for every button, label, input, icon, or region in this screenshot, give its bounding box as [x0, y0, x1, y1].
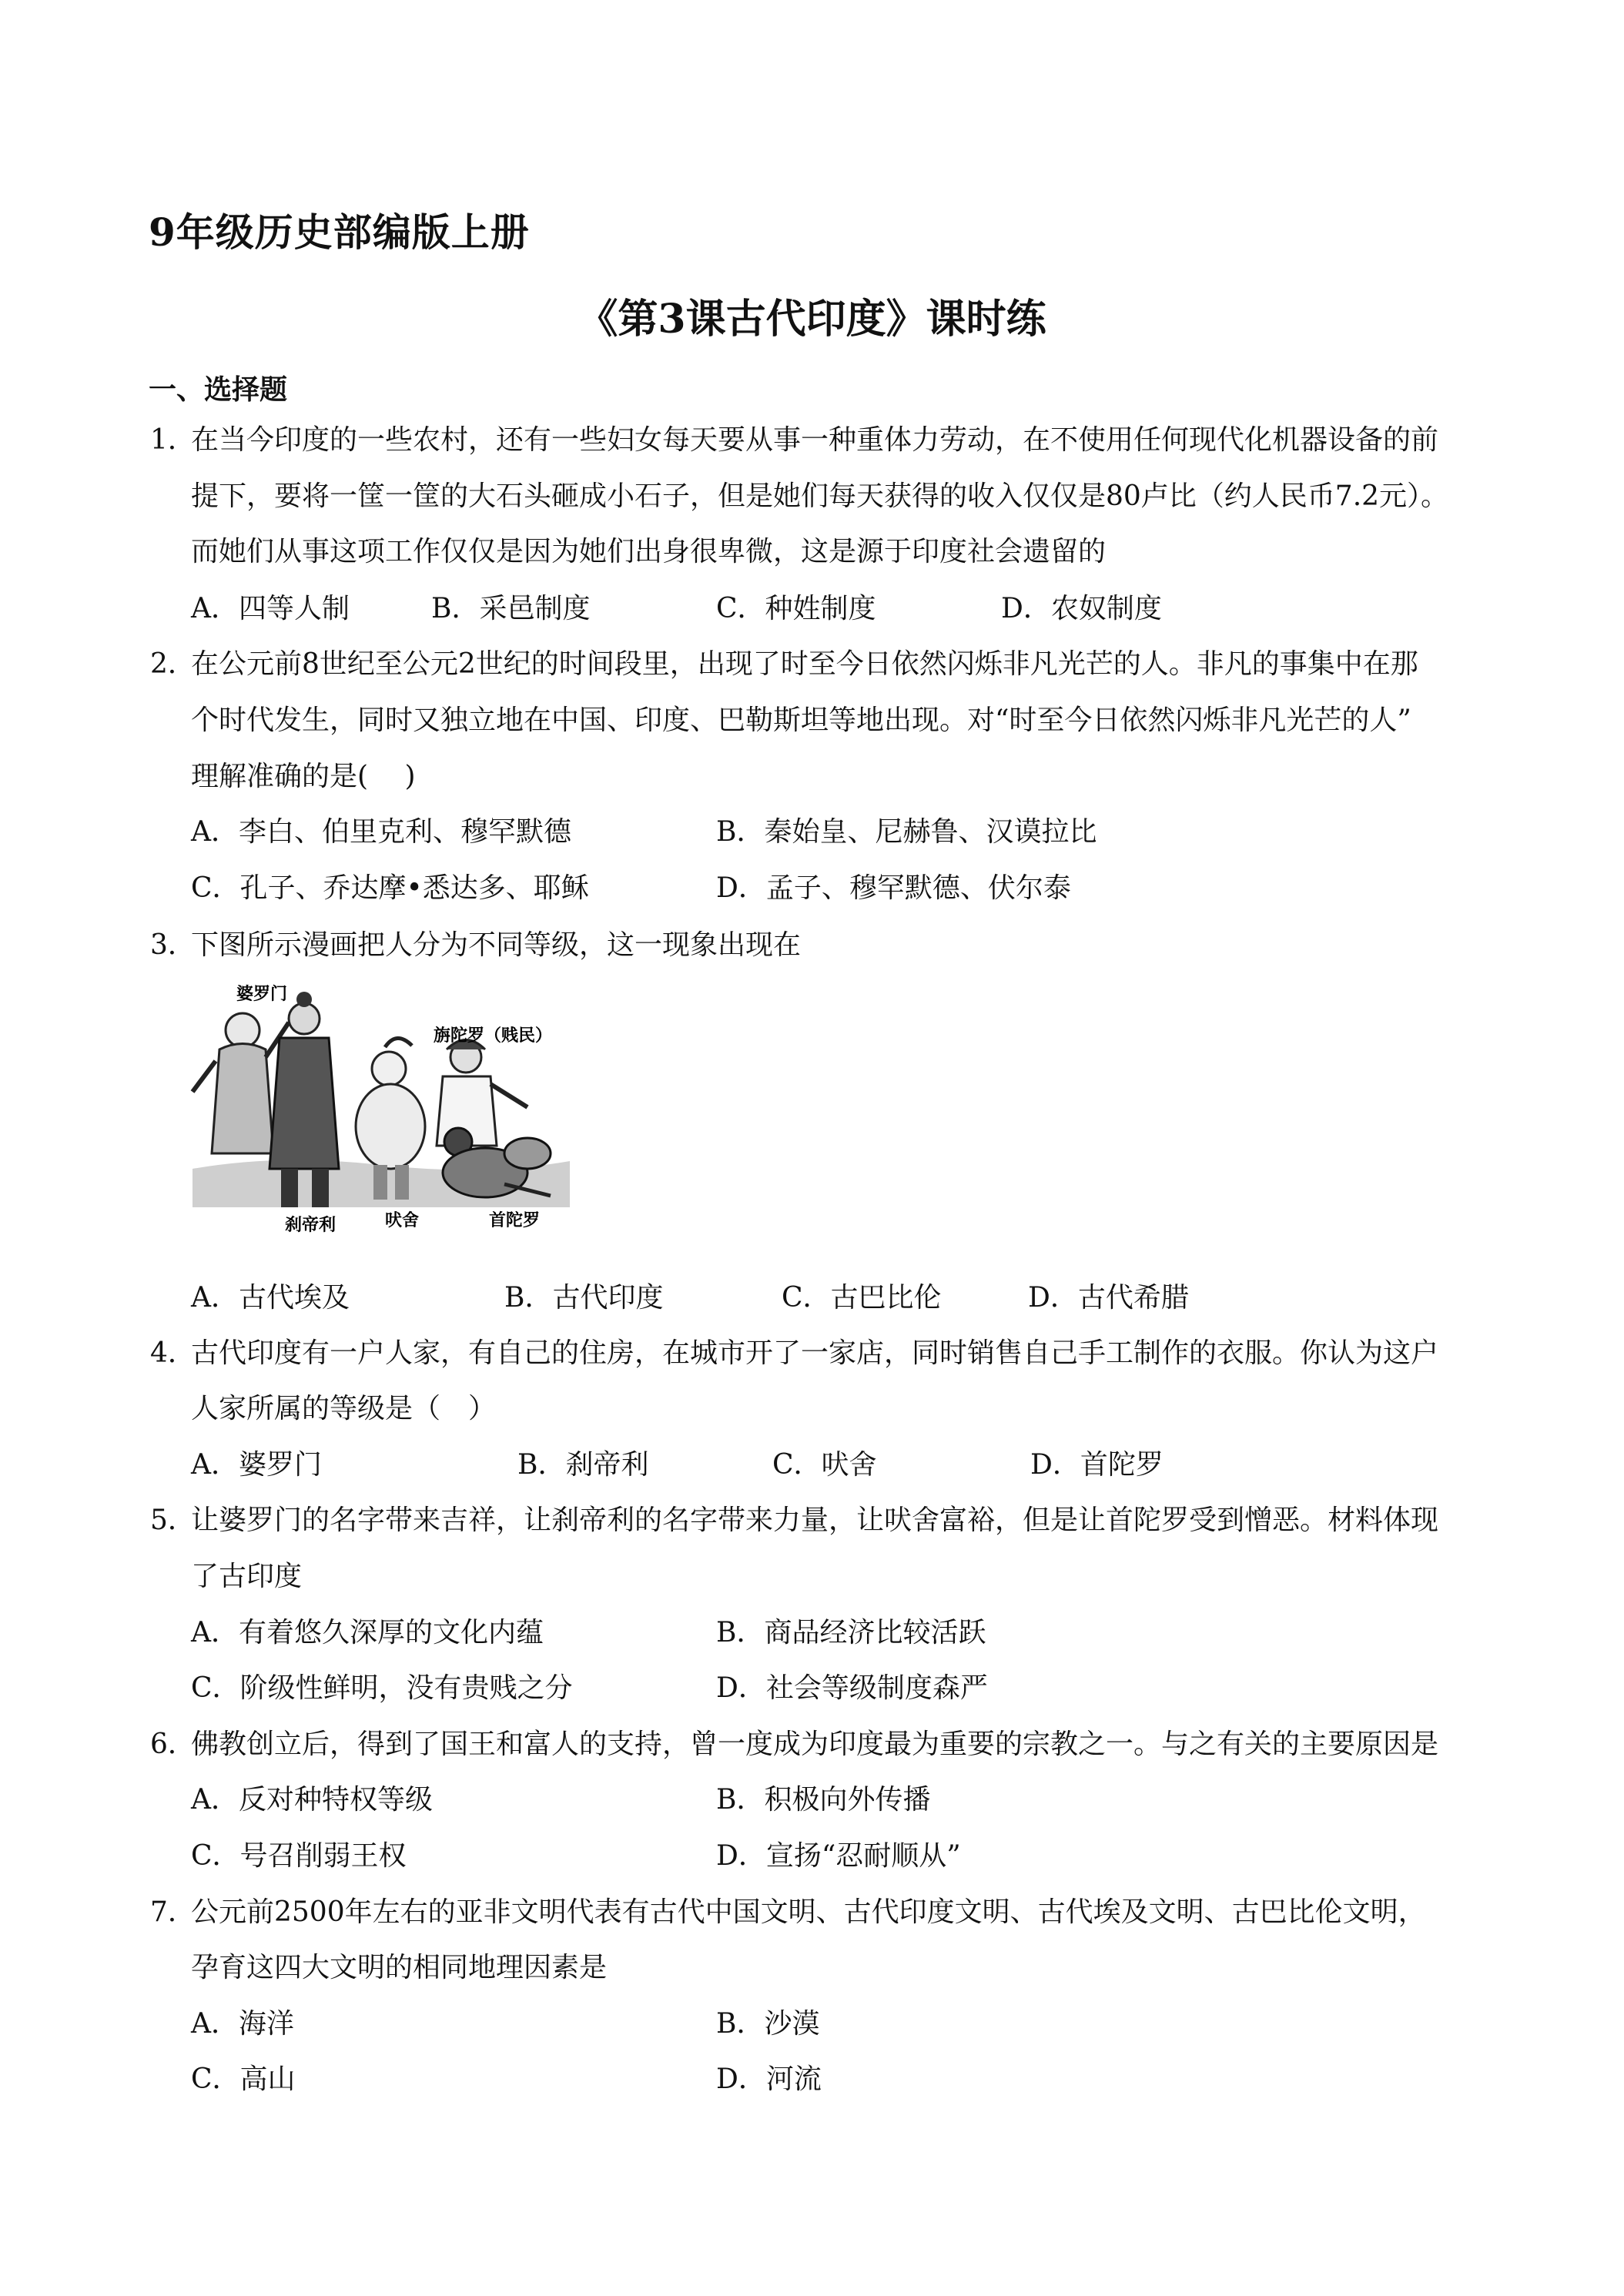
- label-brahmin: 婆罗门: [236, 985, 288, 1004]
- option-d[interactable]: D．农奴制度: [1001, 593, 1162, 624]
- question-text-line: 在公元前8世纪至公元2世纪的时间段里，出现了时至今日依然闪烁非凡光芒的人。非凡的事集中在那: [191, 648, 1418, 680]
- question-number: 6．: [150, 1729, 196, 1760]
- option-b[interactable]: B．沙漠: [716, 2008, 820, 2040]
- question-text-line: 个时代发生，同时又独立地在中国、印度、巴勒斯坦等地出现。对“时至今日依然闪烁非凡光芒的人”: [191, 705, 1411, 736]
- label-vaishya: 吠舍: [385, 1211, 420, 1230]
- option-a[interactable]: A．海洋: [191, 2008, 294, 2040]
- label-shudra: 首陀罗: [489, 1211, 541, 1230]
- option-b[interactable]: B．刹帝利: [517, 1449, 649, 1481]
- option-c[interactable]: C．吠舍: [772, 1449, 877, 1481]
- question-text-line: 而她们从事这项工作仅仅是因为她们出身很卑微，这是源于印度社会遗留的: [191, 536, 1107, 567]
- question-text-line: 让婆罗门的名字带来吉祥，让刹帝利的名字带来力量，让吠舍富裕，但是让首陀罗受到憎恶。材料体现: [191, 1504, 1439, 1536]
- question-number: 2．: [150, 648, 196, 680]
- option-a[interactable]: A．四等人制: [191, 593, 350, 624]
- option-d[interactable]: D．古代希腊: [1028, 1282, 1189, 1314]
- question-text-line: 理解准确的是( ): [191, 761, 416, 792]
- question-number: 4．: [150, 1337, 196, 1369]
- option-b[interactable]: B．商品经济比较活跃: [716, 1617, 986, 1648]
- question-number: 7．: [150, 1896, 196, 1928]
- option-d[interactable]: D．河流: [716, 2063, 822, 2095]
- question-text-line: 提下，要将一筐一筐的大石头砸成小石子，但是她们每天获得的收入仅仅是80卢比（约人民币7.2元）。: [191, 480, 1449, 512]
- grade-title: 9年级历史部编版上册: [149, 209, 530, 255]
- question-text-line: 佛教创立后，得到了国王和富人的支持，曾一度成为印度最为重要的宗教之一。与之有关的主要原因是: [191, 1729, 1439, 1760]
- option-a[interactable]: A．婆罗门: [191, 1449, 322, 1481]
- section-title: 一、选择题: [149, 373, 288, 406]
- option-d[interactable]: D．宣扬“忍耐顺从”: [716, 1840, 961, 1872]
- lesson-title: 《第3课古代印度》课时练: [578, 296, 1046, 343]
- option-c[interactable]: C．古巴比伦: [782, 1282, 942, 1314]
- caste-cartoon-drawing: [189, 976, 574, 1238]
- option-a[interactable]: A．反对种特权等级: [191, 1784, 433, 1816]
- question-number: 5．: [150, 1504, 196, 1536]
- question-text-line: 了古印度: [191, 1561, 303, 1592]
- option-b[interactable]: B．积极向外传播: [716, 1784, 931, 1816]
- option-b[interactable]: B．古代印度: [504, 1282, 664, 1314]
- label-chandala: 旃陀罗（贱民）: [434, 1026, 553, 1046]
- option-c[interactable]: C．孔子、乔达摩•悉达多、耶稣: [191, 872, 589, 904]
- question-number: 1．: [150, 424, 196, 456]
- question-number: 3．: [150, 929, 196, 961]
- option-b[interactable]: B．秦始皇、尼赫鲁、汉谟拉比: [716, 816, 1097, 848]
- question-text-line: 人家所属的等级是（ ）: [191, 1393, 497, 1424]
- option-a[interactable]: A．李白、伯里克利、穆罕默德: [191, 816, 571, 848]
- option-d[interactable]: D．孟子、穆罕默德、伏尔泰: [716, 872, 1071, 904]
- question-text-line: 下图所示漫画把人分为不同等级，这一现象出现在: [191, 929, 802, 961]
- option-a[interactable]: A．古代埃及: [191, 1282, 350, 1314]
- question-text-line: 公元前2500年左右的亚非文明代表有古代中国文明、古代印度文明、古代埃及文明、古巴比伦文明，: [191, 1896, 1426, 1928]
- option-d[interactable]: D．社会等级制度森严: [716, 1672, 988, 1704]
- option-c[interactable]: C．高山: [191, 2063, 296, 2095]
- option-a[interactable]: A．有着悠久深厚的文化内蕴: [191, 1617, 544, 1648]
- question-text-line: 孕育这四大文明的相同地理因素是: [191, 1952, 608, 1983]
- option-c[interactable]: C．号召削弱王权: [191, 1840, 407, 1872]
- option-b[interactable]: B．采邑制度: [431, 593, 591, 624]
- question-text-line: 古代印度有一户人家，有自己的住房，在城市开了一家店，同时销售自己手工制作的衣服。你认为这户: [191, 1337, 1439, 1369]
- label-kshatriya: 刹帝利: [285, 1216, 337, 1235]
- option-c[interactable]: C．阶级性鲜明，没有贵贱之分: [191, 1672, 573, 1704]
- option-d[interactable]: D．首陀罗: [1030, 1449, 1164, 1481]
- option-c[interactable]: C．种姓制度: [716, 593, 876, 624]
- question-text-line: 在当今印度的一些农村，还有一些妇女每天要从事一种重体力劳动，在不使用任何现代化机器设备的前: [191, 424, 1439, 456]
- caste-cartoon-image: [189, 976, 574, 1238]
